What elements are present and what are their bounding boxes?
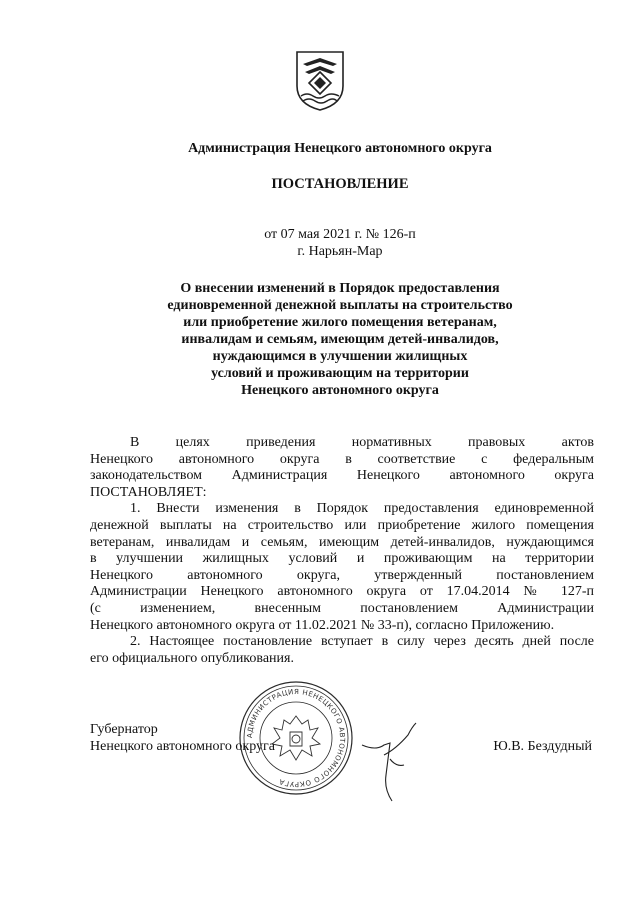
position-title: Губернатор xyxy=(90,722,158,737)
signatory-name: Ю.В. Бездудный xyxy=(493,739,592,754)
document-type: ПОСТАНОВЛЕНИЕ xyxy=(271,176,409,192)
title-line: нуждающимся в улучшении жилищных xyxy=(212,349,468,364)
signatory-position xyxy=(90,721,275,755)
title-line: единовременной денежной выплаты на строительство xyxy=(167,298,513,313)
body-line: его официального опубликования. xyxy=(90,650,294,666)
body-line: 2. Настоящее постановление вступает в силу через десять дней после xyxy=(130,634,594,650)
organization-name: Администрация Ненецкого автономного округа xyxy=(188,141,492,156)
seal-text: АДМИНИСТРАЦИЯ НЕНЕЦКОГО АВТОНОМНОГО ОКРУГА xyxy=(245,687,347,789)
title-line: Ненецкого автономного округа xyxy=(241,383,439,398)
body-line: Администрации Ненецкого автономного округа от 17.04.2014 № 127-п xyxy=(90,584,594,600)
body-line: В целях приведения нормативных правовых актов xyxy=(130,435,594,450)
date-block xyxy=(0,226,640,260)
body-line: Ненецкого автономного округа, утвержденный постановлением xyxy=(90,567,594,583)
document-title xyxy=(0,280,640,399)
body-line: Ненецкого автономного округа от 11.02.2021 № 33-п), согласно Приложению. xyxy=(90,617,555,633)
date-number: от 07 мая 2021 г. № 126-п xyxy=(264,227,416,242)
title-line: О внесении изменений в Порядок предоставления xyxy=(180,281,500,296)
body-line: ПОСТАНОВЛЯЕТ: xyxy=(90,484,207,500)
handwritten-signature-icon xyxy=(356,715,426,805)
title-line: инвалидам и семьям, имеющим детей-инвалидов, xyxy=(181,332,499,347)
body-line: в улучшении жилищных условий и проживающим на территории xyxy=(90,551,594,567)
body-line: денежной выплаты на строительство или приобретение жилого помещения xyxy=(90,517,594,533)
body-line: 1. Внести изменения в Порядок предоставления единовременной xyxy=(130,501,594,517)
coat-of-arms-icon xyxy=(295,50,345,112)
title-line: или приобретение жилого помещения ветеранам, xyxy=(183,315,497,330)
place: г. Нарьян-Мар xyxy=(297,244,383,259)
title-line: условий и проживающим на территории xyxy=(211,366,469,381)
body-line: (с изменением, внесенным постановлением Администрации xyxy=(90,600,594,616)
document-body xyxy=(90,435,594,667)
body-line: законодательством Администрация Ненецкого автономного округа xyxy=(90,468,594,484)
position-organization: Ненецкого автономного округа xyxy=(90,739,275,754)
body-line: ветеранам, инвалидам и семьям, имеющим детей-инвалидов, нуждающимся xyxy=(90,534,594,550)
body-line: Ненецкого автономного округа в соответствие с федеральным xyxy=(90,451,594,467)
